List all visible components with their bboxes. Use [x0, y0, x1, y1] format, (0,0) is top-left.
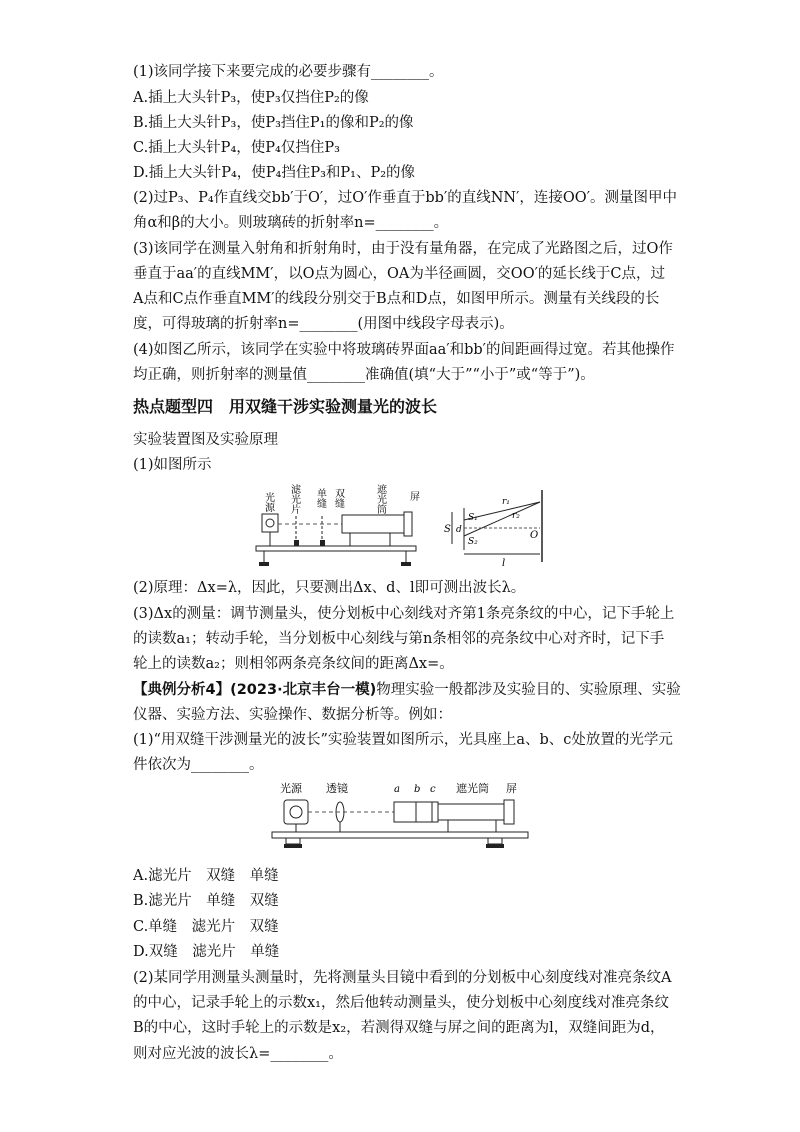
example-option-d: D.双缝 滤光片 单缝 [133, 944, 280, 960]
screen-element [404, 512, 412, 536]
question-2-line-1: (2)过P₃、P₄作直线交bb′于O′，过O′作垂直于bb′的直线NN′，连接OO′。测量图甲中 [133, 190, 677, 206]
label-double-slit: 双缝 [332, 488, 344, 508]
label-s2: S₂ [468, 537, 478, 547]
lamp-icon [266, 519, 274, 527]
example-q2-line-1: (2)某同学用测量头测量时，先将测量头目镜中看到的分划板中心刻度线对准亮条纹A [133, 970, 672, 986]
label-filter: 滤光片 [288, 484, 300, 514]
section-subtitle: 实验装置图及实验原理 [133, 432, 278, 448]
question-3-line-4: 度，可得玻璃的折射率n=________(用图中线段字母表示)。 [133, 316, 514, 332]
optical-bench-2 [272, 832, 528, 838]
lamp-icon-2 [290, 806, 302, 818]
apparatus-figure-1-svg [250, 478, 550, 574]
bench-leg-left-2 [286, 838, 300, 844]
bench-foot-left-2 [284, 844, 302, 848]
option-d: D.插上大头针P₄，使P₄挡住P₃和P₁、P₂的像 [133, 165, 416, 181]
filter-holder [294, 540, 299, 546]
question-4-line-2: 均正确，则折射率的测量值________准确值(填“大于”“小于”或“等于”)。 [133, 367, 595, 383]
apparatus-figure-2 [270, 778, 532, 860]
question-4-line-1: (4)如图乙所示，该同学在实验中将玻璃砖界面aa′和bb′的间距画得过宽。若其他操作 [133, 342, 675, 358]
label-single-slit: 单缝 [314, 488, 326, 508]
bench-leg-right-2 [488, 838, 502, 844]
light-source-box [262, 514, 278, 532]
apparatus-figure-2-svg [270, 778, 532, 860]
question-3-line-2: 垂直于aa′的直线MM′，以O点为圆心，OA为半径画圆，交OO′的延长线于C点，过 [133, 266, 665, 282]
label-lens: 透镜 [326, 782, 348, 795]
label-r2: r₂ [512, 511, 520, 521]
option-b: B.插上大头针P₃，使P₃挡住P₁的像和P₂的像 [133, 115, 414, 131]
shading-tube-2 [438, 804, 504, 820]
label-tube-2: 遮光筒 [456, 782, 489, 795]
label-s: S [444, 524, 451, 535]
example-option-c: C.单缝 滤光片 双缝 [133, 919, 279, 935]
example-option-a: A.滤光片 双缝 单缝 [133, 868, 279, 884]
label-screen-2: 屏 [506, 782, 517, 795]
shading-tube [342, 515, 404, 533]
measure-line-1: (3)Δx的测量：调节测量头，使分划板中心刻线对齐第1条亮条纹的中心，记下手轮上 [133, 606, 675, 622]
question-3-line-1: (3)该同学在测量入射角和折射角时，由于没有量角器，在完成了光路图之后，过O作 [133, 241, 673, 257]
example-q2-line-3: B的中心，这时手轮上的示数是x₂，若测得双缝与屏之间的距离为l，双缝间距为d， [133, 1020, 665, 1036]
section-title: 热点题型四 用双缝干涉实验测量光的波长 [133, 397, 438, 416]
question-2-line-2: 角α和β的大小。则玻璃砖的折射率n=________。 [133, 215, 449, 231]
example-tag: 【典例分析4】 [133, 682, 231, 698]
apparatus-figure-1 [250, 478, 550, 574]
bench-foot-left [259, 562, 269, 566]
example-intro-line-2: 仪器、实验方法、实验操作、数据分析等。例如： [133, 707, 452, 723]
measure-line-2: 的读数a₁；转动手轮，当分划板中心刻线与第n条相邻的亮条纹中心对齐时，记下手 [133, 631, 665, 647]
example-source: (2023·北京丰台一模) [230, 682, 377, 698]
example-option-b: B.滤光片 单缝 双缝 [133, 893, 279, 909]
label-light-source: 光源 [262, 492, 274, 512]
example-intro-line-1 [133, 680, 681, 700]
question-3-line-3: A点和C点作垂直MM′的线段分别交于B点和D点，如图甲所示。测量有关线段的长 [133, 291, 660, 307]
label-a: a [394, 784, 400, 795]
label-light-source-2: 光源 [280, 782, 302, 795]
bench-foot-right [401, 562, 411, 566]
label-screen: 屏 [410, 492, 420, 503]
figure-caption: (1)如图所示 [133, 457, 212, 473]
bench-foot-right-2 [486, 844, 504, 848]
measure-line-3: 轮上的读数a₂；则相邻两条亮条纹间的距离Δx=。 [133, 656, 454, 672]
optical-bench [256, 546, 416, 551]
example-intro: 物理实验一般都涉及实验目的、实验原理、实验 [376, 682, 681, 698]
example-q2-line-2: 的中心，记录手轮上的示数x₁，然后他转动测量头，使分划板中心刻度线对准亮条纹 [133, 995, 669, 1011]
example-q1-line-1: (1)“用双缝干涉测量光的波长”实验装置如图所示，光具座上a、b、c处放置的光学元 [133, 732, 673, 748]
label-l: l [502, 558, 506, 569]
option-c: C.插上大头针P₄，使P₄仅挡住P₃ [133, 140, 340, 156]
label-b: b [414, 784, 421, 795]
label-c: c [430, 784, 436, 795]
label-tube: 遮光筒 [374, 484, 386, 514]
label-r1: r₁ [502, 497, 510, 507]
label-s1: S₁ [468, 513, 478, 523]
question-1: (1)该同学接下来要完成的必要步骤有________。 [133, 64, 444, 80]
light-source-box-2 [284, 800, 308, 824]
label-o: O [530, 530, 539, 541]
example-q1-line-2: 件依次为________。 [133, 757, 264, 773]
single-slit-holder [320, 540, 325, 546]
principle-text: (2)原理：Δx=λ，因此，只要测出Δx、d、l即可测出波长λ。 [133, 580, 526, 596]
label-d: d [456, 525, 462, 535]
screen-element-2 [504, 800, 514, 824]
option-a: A.插上大头针P₃，使P₃仅挡住P₂的像 [133, 90, 369, 106]
example-q2-line-4: 则对应光波的波长λ=________。 [133, 1046, 343, 1062]
